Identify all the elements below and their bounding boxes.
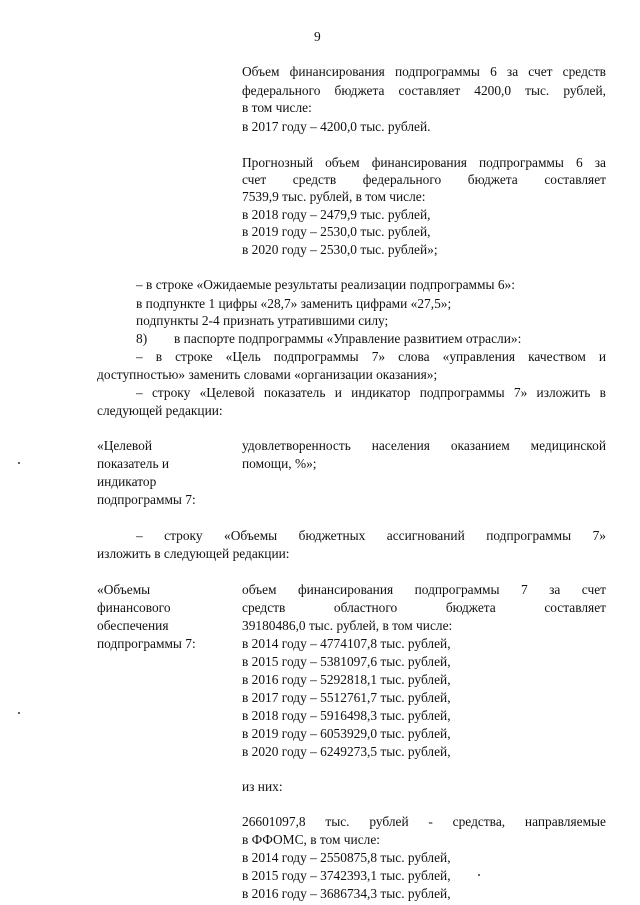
table1-left-line-4: подпрограммы 7:	[97, 492, 196, 507]
table2-year-2020: в 2020 году – 6249273,5 тыс. рублей,	[242, 744, 451, 759]
table2-year-2018: в 2018 году – 5916498,3 тыс. рублей,	[242, 708, 451, 723]
body-para-5-line-1: – в строке «Цель подпрограммы 7» слова «управления качеством и	[136, 349, 606, 364]
body-para-3: подпункты 2-4 признать утратившими силу;	[136, 313, 389, 328]
page-number: 9	[314, 29, 321, 44]
table2-ffoms-line-2: в ФФОМС, в том числе:	[242, 832, 380, 847]
body-para-2: в подпункте 1 цифры «28,7» заменить цифрами «27,5»;	[136, 296, 452, 311]
table1-left-line-3: индикатор	[97, 474, 157, 489]
table2-year-2016: в 2016 году – 5292818,1 тыс. рублей,	[242, 672, 451, 687]
table2-ffoms-year-2014: в 2014 году – 2550875,8 тыс. рублей,	[242, 850, 451, 865]
block2-line-6: в 2020 году – 2530,0 тыс. рублей»;	[242, 242, 438, 257]
table2-ffoms-line-1: 26601097,8 тыс. рублей - средства, направляемые	[242, 814, 606, 829]
block1-line-3: в том числе:	[242, 100, 312, 115]
table1-left-line-1: «Целевой	[97, 438, 153, 453]
table2-left-line-2: финансового	[97, 600, 171, 615]
block2-line-5: в 2019 году – 2530,0 тыс. рублей,	[242, 224, 431, 239]
table2-year-2015: в 2015 году – 5381097,6 тыс. рублей,	[242, 654, 451, 669]
block2-line-2: счет средств федерального бюджета составляет	[242, 172, 606, 187]
table2-year-2014: в 2014 году – 4774107,8 тыс. рублей,	[242, 636, 451, 651]
scan-speck	[478, 874, 480, 876]
body2-para-1-line-1: – строку «Объемы бюджетных ассигнований подпрограммы 7»	[136, 528, 606, 543]
table1-right-line-1: удовлетворенность населения оказанием медицинской	[242, 438, 606, 453]
table2-ffoms-year-2015: в 2015 году – 3742393,1 тыс. рублей,	[242, 868, 451, 883]
table2-year-2017: в 2017 году – 5512761,7 тыс. рублей,	[242, 690, 451, 705]
table2-right-line-3: 39180486,0 тыс. рублей, в том числе:	[242, 618, 453, 633]
body-para-6-line-1: – строку «Целевой показатель и индикатор подпрограммы 7» изложить в	[136, 385, 606, 400]
block2-line-3: 7539,9 тыс. рублей, в том числе:	[242, 189, 426, 204]
scan-speck	[18, 712, 20, 714]
block2-line-1: Прогнозный объем финансирования подпрограммы 6 за	[242, 155, 606, 170]
block2-line-4: в 2018 году – 2479,9 тыс. рублей,	[242, 207, 431, 222]
table2-right-line-2: средств областного бюджета составляет	[242, 600, 606, 615]
scan-speck	[18, 462, 20, 464]
block1-line-1: Объем финансирования подпрограммы 6 за счет средств	[242, 64, 606, 79]
table2-left-line-3: обеспечения	[97, 618, 169, 633]
block1-line-4: в 2017 году – 4200,0 тыс. рублей.	[242, 119, 431, 134]
table2-of-them: из них:	[242, 779, 283, 794]
table2-right-line-1: объем финансирования подпрограммы 7 за счет	[242, 582, 606, 597]
table2-left-line-4: подпрограммы 7:	[97, 636, 196, 651]
table1-left-line-2: показатель и	[97, 456, 170, 471]
body-para-4-number: 8)	[136, 331, 148, 346]
body-para-1: – в строке «Ожидаемые результаты реализации подпрограммы 6»:	[136, 277, 515, 292]
table2-left-line-1: «Объемы	[97, 582, 151, 597]
block1-line-2: федерального бюджета составляет 4200,0 тыс. рублей,	[242, 83, 606, 98]
body2-para-1-line-2: изложить в следующей редакции:	[97, 546, 290, 561]
body-para-4-text: в паспорте подпрограммы «Управление развитием отрасли»:	[174, 331, 522, 346]
table2-ffoms-year-2016: в 2016 году – 3686734,3 тыс. рублей,	[242, 886, 451, 901]
body-para-6-line-2: следующей редакции:	[97, 403, 223, 418]
table1-right-line-2: помощи, %»;	[242, 456, 317, 471]
table2-year-2019: в 2019 году – 6053929,0 тыс. рублей,	[242, 726, 451, 741]
body-para-5-line-2: доступностью» заменить словами «организации оказания»;	[97, 367, 438, 382]
